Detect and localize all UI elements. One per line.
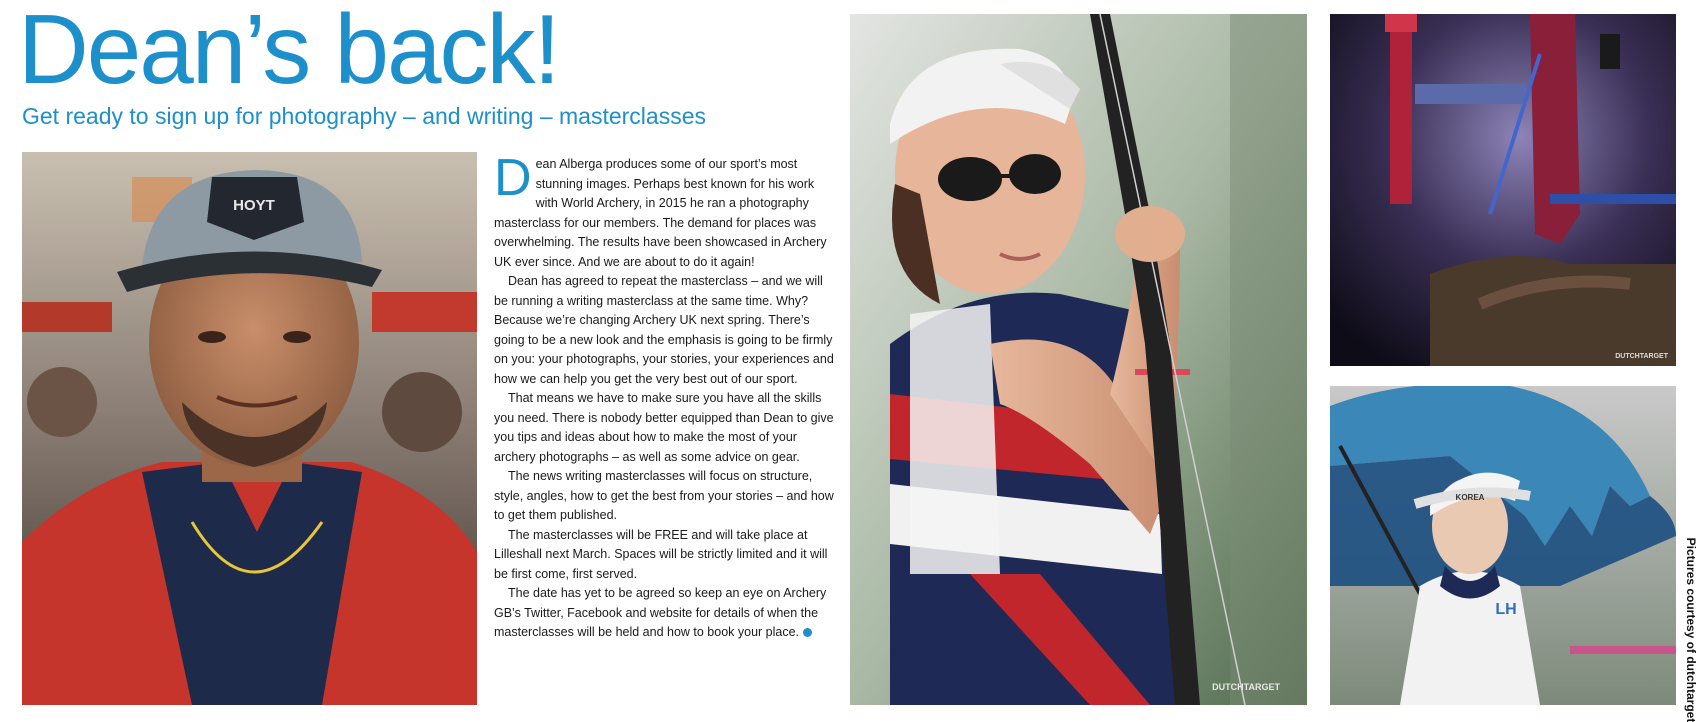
drop-cap: D — [494, 149, 532, 207]
article-paragraph: Dean has agreed to repeat the masterclass – and we will be running a writing masterclass at the same time. Why? Because we’re changing Archery UK next spring. There’s going to be a new look and the emphasis is going to be firmly on you: your photographs, your stories, your experiences and how we can help you get the very best out of our sport. — [494, 274, 834, 386]
photo-credit — [1683, 537, 1699, 722]
watermark-dutchtarget: DUTCHTARGET — [1615, 353, 1668, 360]
article-paragraph: The masterclasses will be FREE and will take place at Lilleshall next March. Spaces will be strictly limited and it will be first come, first served. — [494, 527, 828, 581]
page-title: Dean’s back! — [18, 0, 559, 104]
article-paragraph: The news writing masterclasses will focus on structure, style, angles, how to get the best from your stories – and how to get them published. — [494, 469, 834, 522]
end-mark-icon — [803, 628, 812, 637]
photo-dean-alberga — [22, 152, 477, 705]
article-paragraph: The date has yet to be agreed so keep an eye on Archery GB’s Twitter, Facebook and website for details of when the masterclasses will be held and how to book your place. — [494, 586, 827, 639]
photo-bow-closeup — [1330, 14, 1676, 366]
watermark-dutchtarget: DUTCHTARGET — [1212, 682, 1280, 692]
photo-credit-text: Pictures courtesy of dutchtarget — [1684, 537, 1698, 722]
page-subtitle: Get ready to sign up for photography – and writing – masterclasses — [22, 103, 706, 129]
photo-archer-with-umbrella — [1330, 386, 1676, 705]
photo-archer-drawing-bow — [850, 14, 1307, 705]
article-paragraph: ean Alberga produces some of our sport’s most stunning images. Perhaps best known for his work with World Archery, in 2015 he ran a photography masterclass for our members. The demand for places was overwhelming. The results have been showcased in Archery UK ever since. And we are about to do it again! — [494, 157, 827, 269]
article-paragraph: That means we have to make sure you have all the skills you need. There is nobody better equipped than Dean to give you tips and ideas about how to make the most of your archery photographs – as well as some advice on gear. — [494, 391, 834, 464]
cap-logo-text: HOYT — [233, 197, 275, 214]
cap-text-korea: KOREA — [1455, 493, 1485, 502]
shirt-logo-lh: LH — [1495, 601, 1517, 618]
article-body — [494, 149, 838, 643]
